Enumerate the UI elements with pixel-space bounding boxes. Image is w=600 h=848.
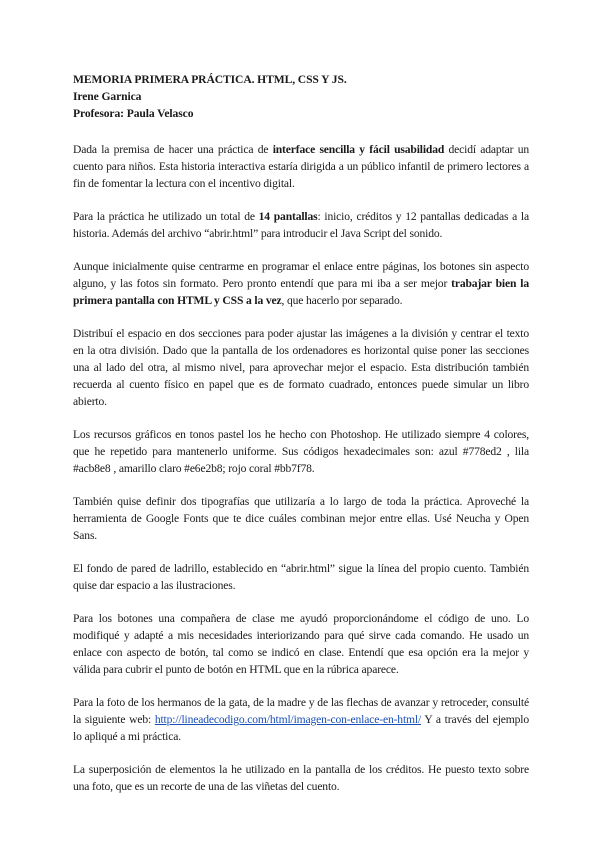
teacher-name: Profesora: Paula Velasco — [73, 107, 194, 120]
paragraph-text: Para la práctica he utilizado un total de — [73, 210, 259, 223]
paragraph — [73, 141, 529, 192]
paragraph-text: Aunque inicialmente quise centrarme en programar el enlace entre páginas, los botones sin aspecto alguno, y las fotos sin formato. Pero pronto entendí que para mi iba a ser mejor — [73, 260, 529, 290]
reference-link[interactable]: http://lineadecodigo.com/html/imagen-con-enlace-en-html/ — [154, 713, 422, 726]
paragraph-text: El fondo de pared de ladrillo, establecido en “abrir.html” sigue la línea del propio cuento. También quise dar espacio a las ilustraciones. — [73, 562, 529, 592]
paragraph-text: Dada la premisa de hacer una práctica de — [73, 143, 273, 156]
paragraph-text: , que hacerlo por separado. — [281, 294, 403, 307]
paragraph-text: Y a través del ejemplo lo apliqué a mi práctica. — [73, 713, 529, 743]
paragraph-text: decidí adaptar un cuento para niños. Esta historia interactiva estaría dirigida a un público infantil de primero lectores a fin de fomentar la lectura con el incentivo digital. — [73, 143, 529, 190]
document-header — [73, 71, 529, 122]
paragraph-text: Los recursos gráficos en tonos pastel los he hecho con Photoshop. He utilizado siempre 4 colores, que he repetido para mantenerlo uniforme. Sus códigos hexadecimales son: azul #778ed2 , lila #acb8e8 , amarillo claro #e6e2b8; rojo coral #bb7f78. — [73, 428, 529, 475]
paragraph-text: También quise definir dos tipografías que utilizaría a lo largo de toda la práctica. Aproveché la herramienta de Google Fonts que te dice cuáles combinan mejor entre ellas. Usé Neucha y Open Sans. — [73, 495, 529, 542]
paragraph — [73, 493, 529, 544]
document-page — [73, 71, 529, 811]
paragraph-text: Para la foto de los hermanos de la gata, de la madre y de las flechas de avanzar y retroceder, consulté la siguiente web: — [73, 696, 529, 726]
paragraph — [73, 426, 529, 477]
document-title: MEMORIA PRIMERA PRÁCTICA. HTML, CSS Y JS. — [73, 73, 347, 86]
bold-text: interface sencilla y fácil usabilidad — [272, 143, 445, 156]
paragraph — [73, 610, 529, 678]
document-body — [73, 141, 529, 795]
author-name: Irene Garnica — [73, 90, 142, 103]
paragraph-text: Distribuí el espacio en dos secciones para poder ajustar las imágenes a la división y centrar el texto en la otra división. Dado que la pantalla de los ordenadores es horizontal quise poner las secciones una al lado del otra, al mismo nivel, para aprovechar mejor el espacio. Esta distribución también recuerda al cuento físico en papel que es de formato cuadrado, entonces puede simular un libro abierto. — [73, 327, 529, 408]
paragraph-text: La superposición de elementos la he utilizado en la pantalla de los créditos. He puesto texto sobre una foto, que es un recorte de una de las viñetas del cuento. — [73, 763, 529, 793]
paragraph — [73, 694, 529, 745]
paragraph — [73, 761, 529, 795]
paragraph-text: : inicio, créditos y 12 pantallas dedicadas a la historia. Además del archivo “abrir.html” para introducir el Java Script del sonido. — [73, 210, 529, 240]
bold-text: trabajar bien la primera pantalla con HTML y CSS a la vez — [73, 277, 529, 307]
paragraph-text: Para los botones una compañera de clase me ayudó proporcionándome el código de uno. Lo modifiqué y adapté a mis necesidades interiorizando para qué sirve cada comando. He usado un enlace con aspecto de botón, tal como se indicó en clase. Entendí que esa opción era la mejor y válida para cubrir el punto de botón en HTML que en la rúbrica aparece. — [73, 612, 529, 676]
paragraph — [73, 560, 529, 594]
paragraph — [73, 208, 529, 242]
paragraph — [73, 325, 529, 410]
bold-text: 14 pantallas — [258, 210, 318, 223]
paragraph — [73, 258, 529, 309]
